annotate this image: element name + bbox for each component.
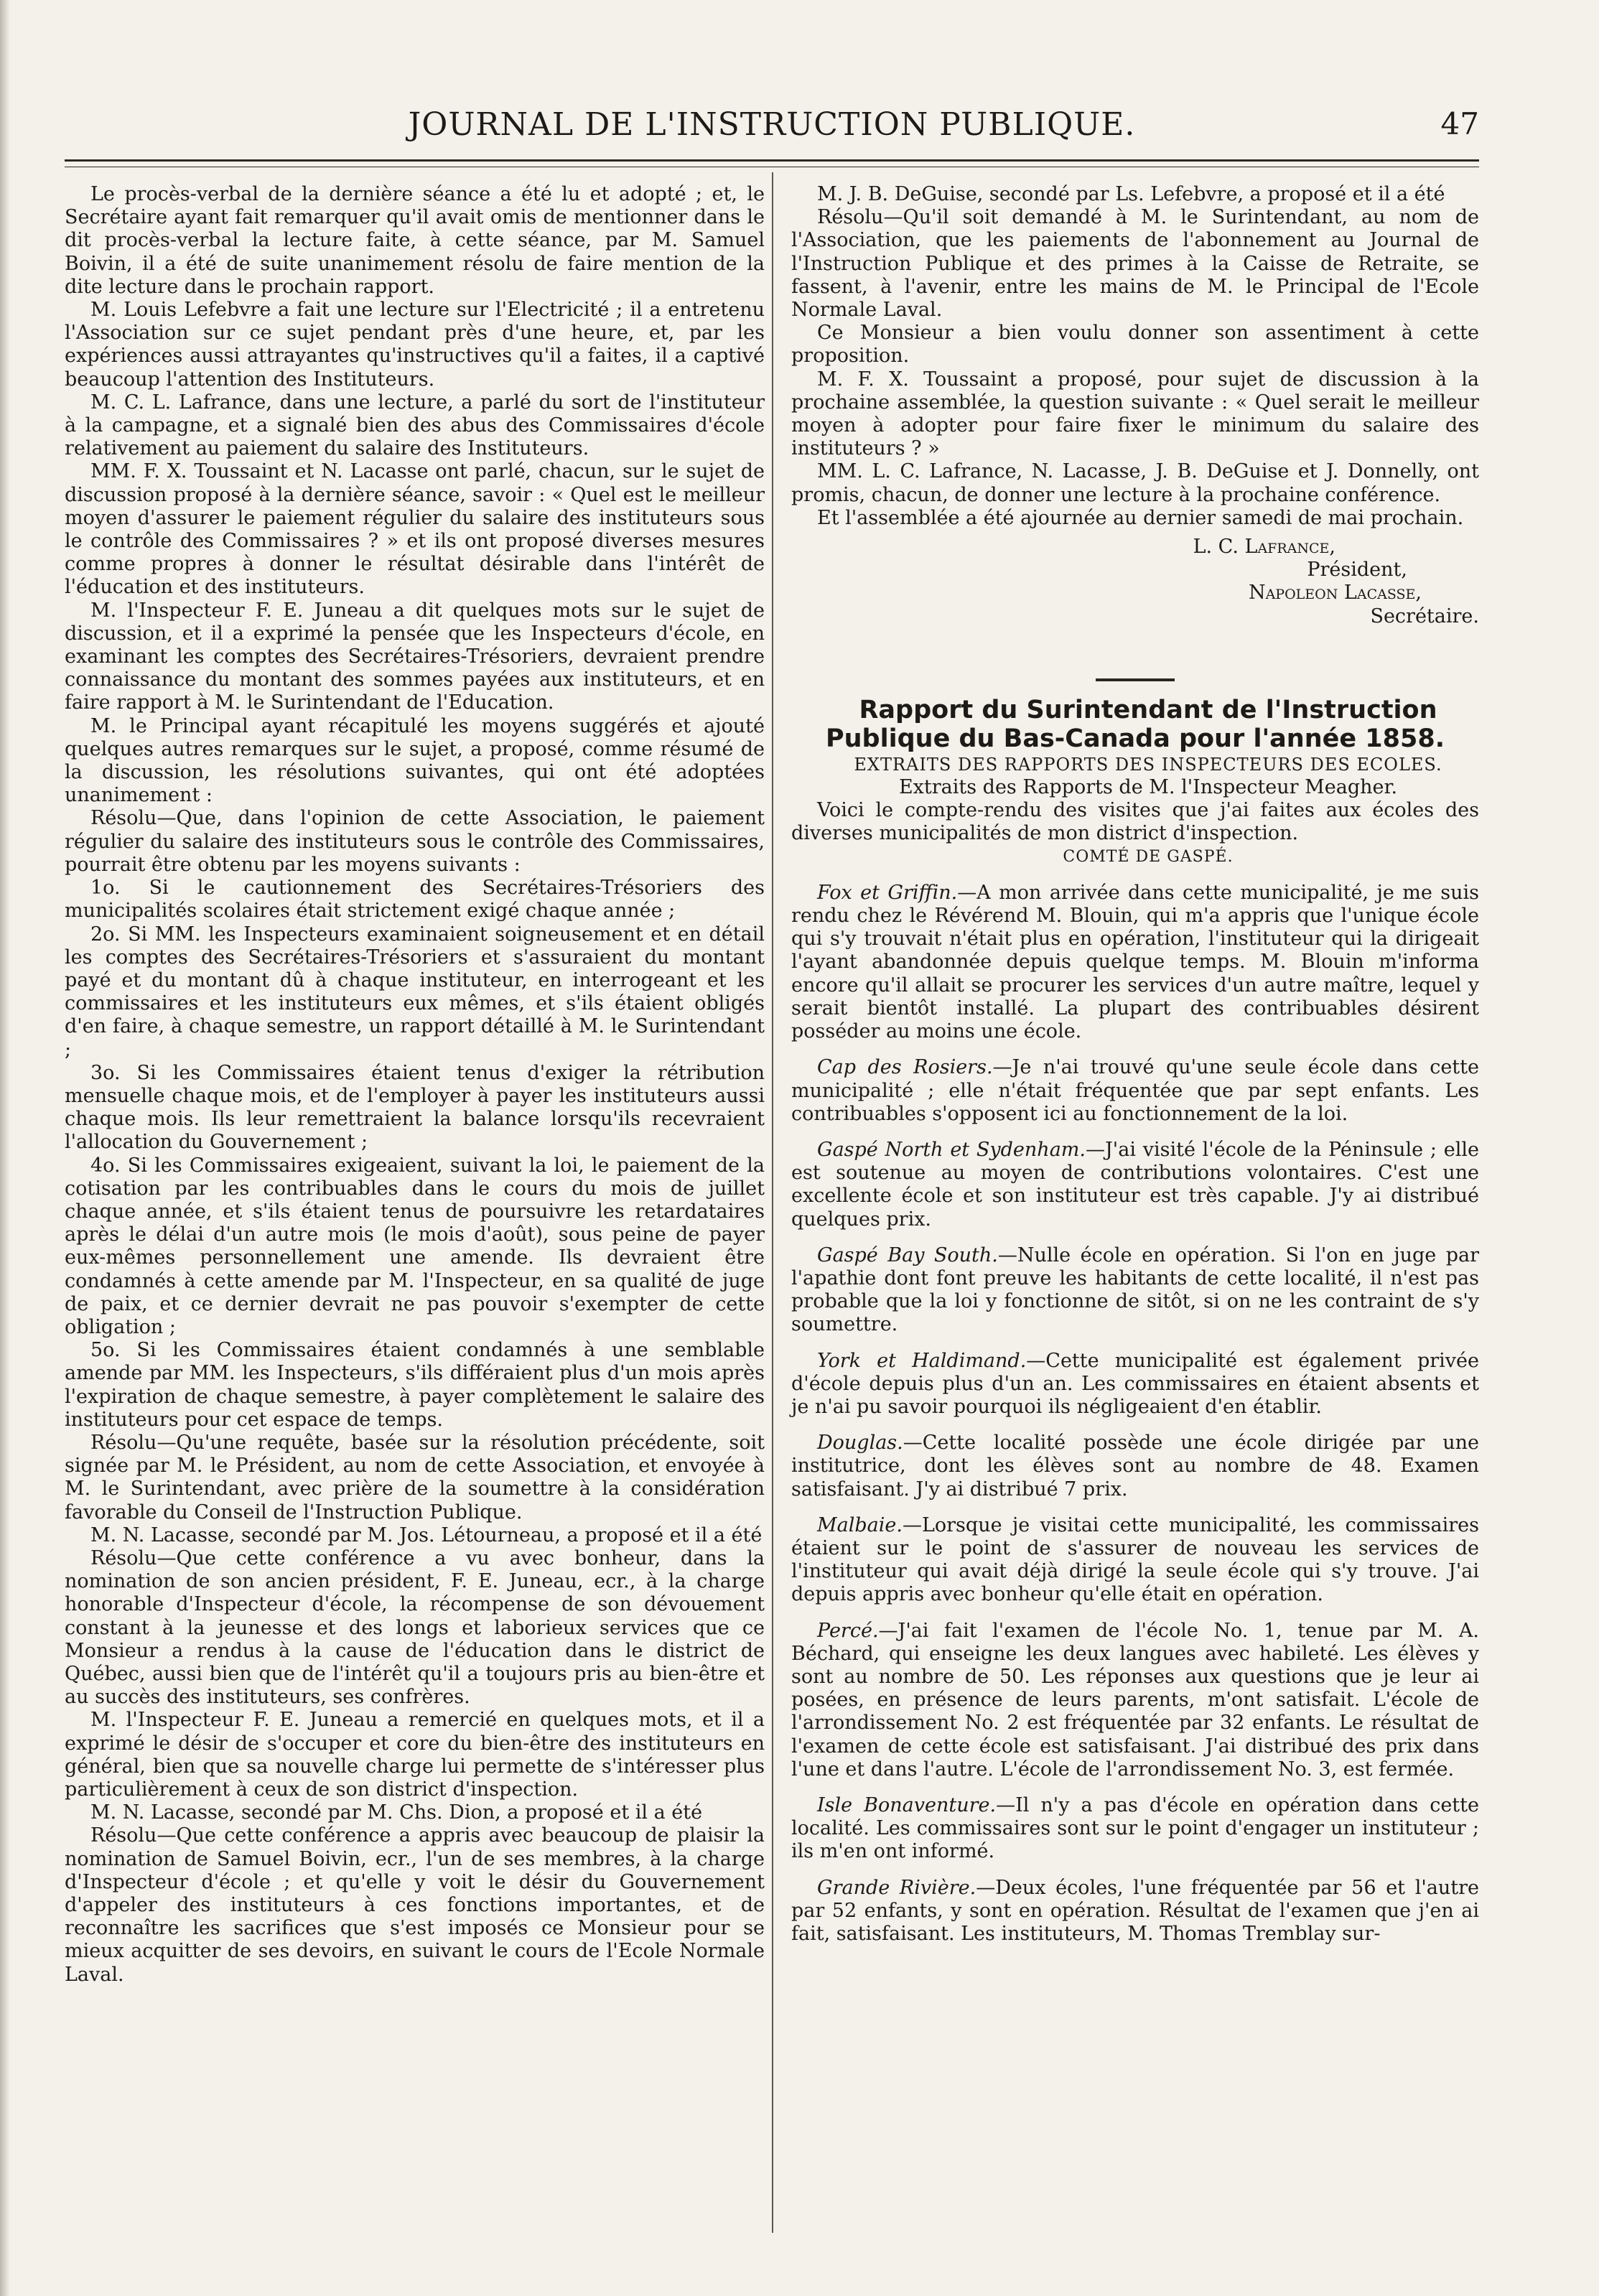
secretary-role: Secrétaire.	[1370, 605, 1479, 627]
header-rule	[65, 159, 1479, 162]
right-column	[791, 183, 1479, 1946]
report-entry	[791, 1056, 1479, 1126]
section-heading: EXTRAITS DES RAPPORTS DES INSPECTEURS DES ECOLES.	[854, 754, 1442, 775]
entry-place: Grande Rivière.	[817, 1876, 976, 1899]
paragraph: M. l'Inspecteur F. E. Juneau a dit quelques mots sur le sujet de discussion, et il a exprimé la pensée que les Inspecteurs d'école, en examinant les comptes des Secrétaires-Trésoriers, devraient prendre connaissance du montant des sommes payées aux instituteurs, et en faire rapport à M. le Surintendant de l'Education.	[65, 599, 765, 714]
entry-text: —J'ai fait l'examen de l'école No. 1, tenue par M. A. Béchard, qui enseigne les deux langues avec habileté. Les élèves y sont au nombre de 50. Les réponses aux questions que je leur ai posées, en présence de leurs parents, m'ont satisfait. L'école de l'arrondissement No. 2 est fréquentée par 32 enfants. Le résultat de l'examen de cette école est satisfaisant. J'ai distribué des prix dans l'une et dans l'autre. L'école de l'arrondissement No. 3, est fermée.	[791, 1619, 1479, 1781]
report-entry	[791, 1350, 1479, 1419]
entry-place: Malbaie.	[817, 1513, 903, 1536]
paragraph: Résolu—Qu'une requête, basée sur la résolution précédente, soit signée par M. le Président, au nom de cette Association, et envoyée à M. le Surintendant, avec prière de la soumettre à la considération favorable du Conseil de l'Instruction Publique.	[65, 1431, 765, 1523]
paragraph: M. N. Lacasse, secondé par M. Chs. Dion, a proposé et il a été	[90, 1801, 703, 1824]
entry-place: Fox et Griffin.	[817, 881, 958, 904]
paragraph: Résolu—Que cette conférence a vu avec bonheur, dans la nomination de son ancien président, F. E. Juneau, ecr., à la charge honorable d'Inspecteur d'école, la récompense de son dévouement constant à la jeunesse et des longs et laborieux services que ce Monsieur a rendus à la cause de l'éducation dans le district de Québec, aussi bien que de l'intérêt qu'il a toujours pris au bien-être et au succès des instituteurs, ses confrères.	[65, 1546, 765, 1709]
entry-place: Gaspé North et Sydenham.	[817, 1138, 1086, 1161]
journal-title: JOURNAL DE L'INSTRUCTION PUBLIQUE.	[408, 106, 1136, 143]
paragraph: Résolu—Que, dans l'opinion de cette Association, le paiement régulier du salaire des instituteurs sous le contrôle des Commissaires, pourrait être obtenu par les moyens suivants :	[65, 807, 765, 876]
paragraph: 3o. Si les Commissaires étaient tenus d'exiger la rétribution mensuelle chaque mois, et de l'employer à payer les instituteurs aussi chaque mois. Ils leur remettraient la balance lorsqu'ils recevraient l'allocation du Gouvernement ;	[65, 1061, 765, 1154]
entry-text: —J'ai visité l'école de la Péninsule ; elle est soutenue au moyen de contributions volontaires. C'est une excellente école et son instituteur est très capable. J'y ai distribué quelques prix.	[791, 1138, 1479, 1231]
paragraph: 4o. Si les Commissaires exigeaient, suivant la loi, le paiement de la cotisation par les contribuables dans le cours du mois de juillet chaque année, et s'ils étaient tenus de poursuivre les retardataires après le délai d'un autre mois (le mois d'août), sous peine de payer eux-mêmes personnellement une amende. Ils devraient être condamnés à cette amende par M. l'Inspecteur, en sa qualité de juge de paix, et ce dernier devrait ne pas pouvoir s'exempter de cette obligation ;	[65, 1154, 765, 1338]
report-entry	[791, 1244, 1479, 1337]
paragraph: Ce Monsieur a bien voulu donner son assentiment à cette proposition.	[791, 322, 1479, 368]
entry-text: —Lorsque je visitai cette municipalité, les commissaires étaient sur le point de s'assurer de nouveau les services de l'instituteur qui avait déjà dirigé la seule école qui s'y trouve. J'ai depuis appris avec bonheur qu'elle était en opération.	[791, 1513, 1479, 1606]
intro-paragraph: Voici le compte-rendu des visites que j'ai faites aux écoles des diverses municipalités de mon district d'inspection.	[791, 799, 1479, 845]
left-column	[65, 183, 765, 1987]
signature-block	[791, 536, 1479, 628]
paragraph: M. l'Inspecteur F. E. Juneau a remercié en quelques mots, et il a exprimé le désir de s'occuper et core du bien-être des instituteurs en général, bien que sa nouvelle charge lui permette de s'intéresser plus particulièrement à ceux de son district d'inspection.	[65, 1709, 765, 1801]
report-entry	[791, 1794, 1479, 1864]
entry-place: Isle Bonaventure.	[817, 1793, 997, 1816]
paragraph: MM. L. C. Lafrance, N. Lacasse, J. B. DeGuise et J. Donnelly, ont promis, chacun, de donner une lecture à la prochaine conférence.	[791, 460, 1479, 506]
paragraph: M. N. Lacasse, secondé par M. Jos. Létourneau, a proposé et il a été	[90, 1523, 763, 1546]
entry-text: —Cette municipalité est également privée d'école depuis plus d'un an. Les commissaires en étaient absents et je n'ai pu savoir pourquoi ils négligeaient d'en établir.	[791, 1349, 1479, 1418]
paragraph: M. C. L. Lafrance, dans une lecture, a parlé du sort de l'instituteur à la campagne, et a signalé bien des abus des Commissaires d'école relativement au paiement du salaire des Instituteurs.	[65, 391, 765, 460]
entry-text: —Nulle école en opération. Si l'on en juge par l'apathie dont font preuve les habitants de cette localité, il n'est pas probable que la loi y fonctionne de sitôt, si on ne les contraint de s'y soumettre.	[791, 1243, 1479, 1336]
paragraph: M. Louis Lefebvre a fait une lecture sur l'Electricité ; il a entretenu l'Association sur ce sujet pendant près d'une heure, et, par les expériences aussi attrayantes qu'instructives qu'il a faites, il a captivé beaucoup l'attention des Instituteurs.	[65, 299, 765, 391]
entry-place: Gaspé Bay South.	[817, 1243, 998, 1266]
report-entry	[791, 1620, 1479, 1781]
president-role: Président,	[1307, 559, 1407, 582]
entry-text: —A mon arrivée dans cette municipalité, je me suis rendu chez le Révérend M. Blouin, qui m'a appris que l'unique école qui s'y trouvait n'était plus en opération, l'instituteur qui la dirigeait l'ayant abandonnée depuis quelque temps. M. Blouin m'informa encore qu'il allait se procurer les services d'un autre maître, lequel y serait bientôt installé. La plupart des contribuables désirent posséder au moins une école.	[791, 881, 1479, 1043]
paragraph: M. le Principal ayant récapitulé les moyens suggérés et ajouté quelques autres remarques sur le sujet, a proposé, comme résumé de la discussion, les résolutions suivantes, qui ont été adoptées unanimement :	[65, 714, 765, 807]
paragraph: MM. F. X. Toussaint et N. Lacasse ont parlé, chacun, sur le sujet de discussion proposé à la dernière séance, savoir : « Quel est le meilleur moyen d'assurer le paiement régulier du salaire des instituteurs sous le contrôle des Commissaires ? » et ils ont proposé diverses mesures comme propres à donner le résultat désirable dans l'intérêt de l'éducation et des instituteurs.	[65, 460, 765, 599]
page-number: 47	[1440, 106, 1479, 141]
paragraph: M. J. B. DeGuise, secondé par Ls. Lefebvre, a proposé et il a été	[817, 183, 1445, 205]
paragraph: Le procès-verbal de la dernière séance a été lu et adopté ; et, le Secrétaire ayant fait remarquer qu'il avait omis de mentionner dans le dit procès-verbal la lecture faite, à cette séance, par M. Samuel Boivin, il a été de suite unanimement résolu de faire mention de la dite lecture dans le prochain rapport.	[65, 183, 765, 298]
sub-heading: Extraits des Rapports de M. l'Inspecteur Meagher.	[898, 776, 1398, 799]
paragraph: Résolu—Que cette conférence a appris avec beaucoup de plaisir la nomination de Samuel Boivin, ecr., l'un de ses membres, à la charge d'Inspecteur d'école ; et qu'elle y voit le désir du Gouvernement d'appeler des instituteurs à ces fonctions importantes, et de reconnaître les sacrifices que s'est imposés ce Monsieur pour se mieux acquitter de ses devoirs, en suivant le cours de l'Ecole Normale Laval.	[65, 1824, 765, 1986]
entry-text: —Cette localité possède une école dirigée par une institutrice, dont les élèves sont au nombre de 48. Examen satisfaisant. J'y ai distribué 7 prix.	[791, 1432, 1479, 1501]
paragraph: 5o. Si les Commissaires étaient condamnés à une semblable amende par MM. les Inspecteurs, s'ils différaient plus d'un mois après l'expiration de chaque semestre, à payer complètement le salaire des instituteurs pour cet espace de temps.	[65, 1339, 765, 1431]
report-entry	[791, 1514, 1479, 1607]
entry-text: —Deux écoles, l'une fréquentée par 56 et l'autre par 52 enfants, y sont en opération. Résultat de l'examen que j'en ai fait, satisfaisant. Les instituteurs, M. Thomas Tremblay sur-	[791, 1876, 1479, 1945]
report-entry	[791, 1432, 1479, 1501]
secretary-name: Napoleon Lacasse,	[1248, 582, 1422, 605]
report-entry	[791, 1139, 1479, 1231]
page-edge-shadow	[0, 0, 10, 2296]
report-entry	[791, 1877, 1479, 1946]
section-rule	[1096, 678, 1175, 681]
entry-text: —Il n'y a pas d'école en opération dans cette localité. Les commissaires sont sur le point d'engager un instituteur ; ils m'en ont informé.	[791, 1793, 1479, 1863]
entry-place: Douglas.	[817, 1432, 903, 1455]
entry-text: —Je n'ai trouvé qu'une seule école dans cette municipalité ; elle n'était fréquentée que par sept enfants. Les contribuables s'opposent ici au fonctionnement de la loi.	[791, 1056, 1479, 1125]
entry-place: York et Haldimand.	[817, 1349, 1027, 1372]
report-entry	[791, 882, 1479, 1043]
county-heading: COMTÉ DE GASPÉ.	[1063, 847, 1234, 866]
paragraph: 2o. Si MM. les Inspecteurs examinaient soigneusement et en détail les comptes des Secrétaires-Trésoriers et s'assuraient du montant payé et du montant dû à chaque instituteur, en interrogeant et les commissaires et les instituteurs eux mêmes, et s'ils étaient obligés d'en faire, à chaque semestre, un rapport détaillé à M. le Surintendant ;	[65, 923, 765, 1061]
president-name: L. C. Lafrance,	[1193, 536, 1335, 559]
page-header	[65, 101, 1479, 145]
paragraph: 1o. Si le cautionnement des Secrétaires-Trésoriers des municipalités scolaires était strictement exigé chaque année ;	[65, 877, 765, 923]
paragraph: Résolu—Qu'il soit demandé à M. le Surintendant, au nom de l'Association, que les paiements de l'abonnement au Journal de l'Instruction Publique et des primes à la Caisse de Retraite, se fassent, à l'avenir, entre les mains de M. le Principal de l'Ecole Normale Laval.	[791, 206, 1479, 322]
entry-place: Percé.	[817, 1619, 879, 1642]
paragraph: M. F. X. Toussaint a proposé, pour sujet de discussion à la prochaine assemblée, la question suivante : « Quel serait le meilleur moyen à adopter pour faire fixer le minimum du salaire des instituteurs ? »	[791, 368, 1479, 460]
entry-place: Cap des Rosiers.	[817, 1056, 993, 1079]
paragraph: Et l'assemblée a été ajournée au dernier samedi de mai prochain.	[817, 506, 1464, 529]
report-title: Rapport du Surintendant de l'Instruction Publique du Bas-Canada pour l'année 1858.	[825, 695, 1445, 753]
column-divider	[772, 172, 773, 2233]
